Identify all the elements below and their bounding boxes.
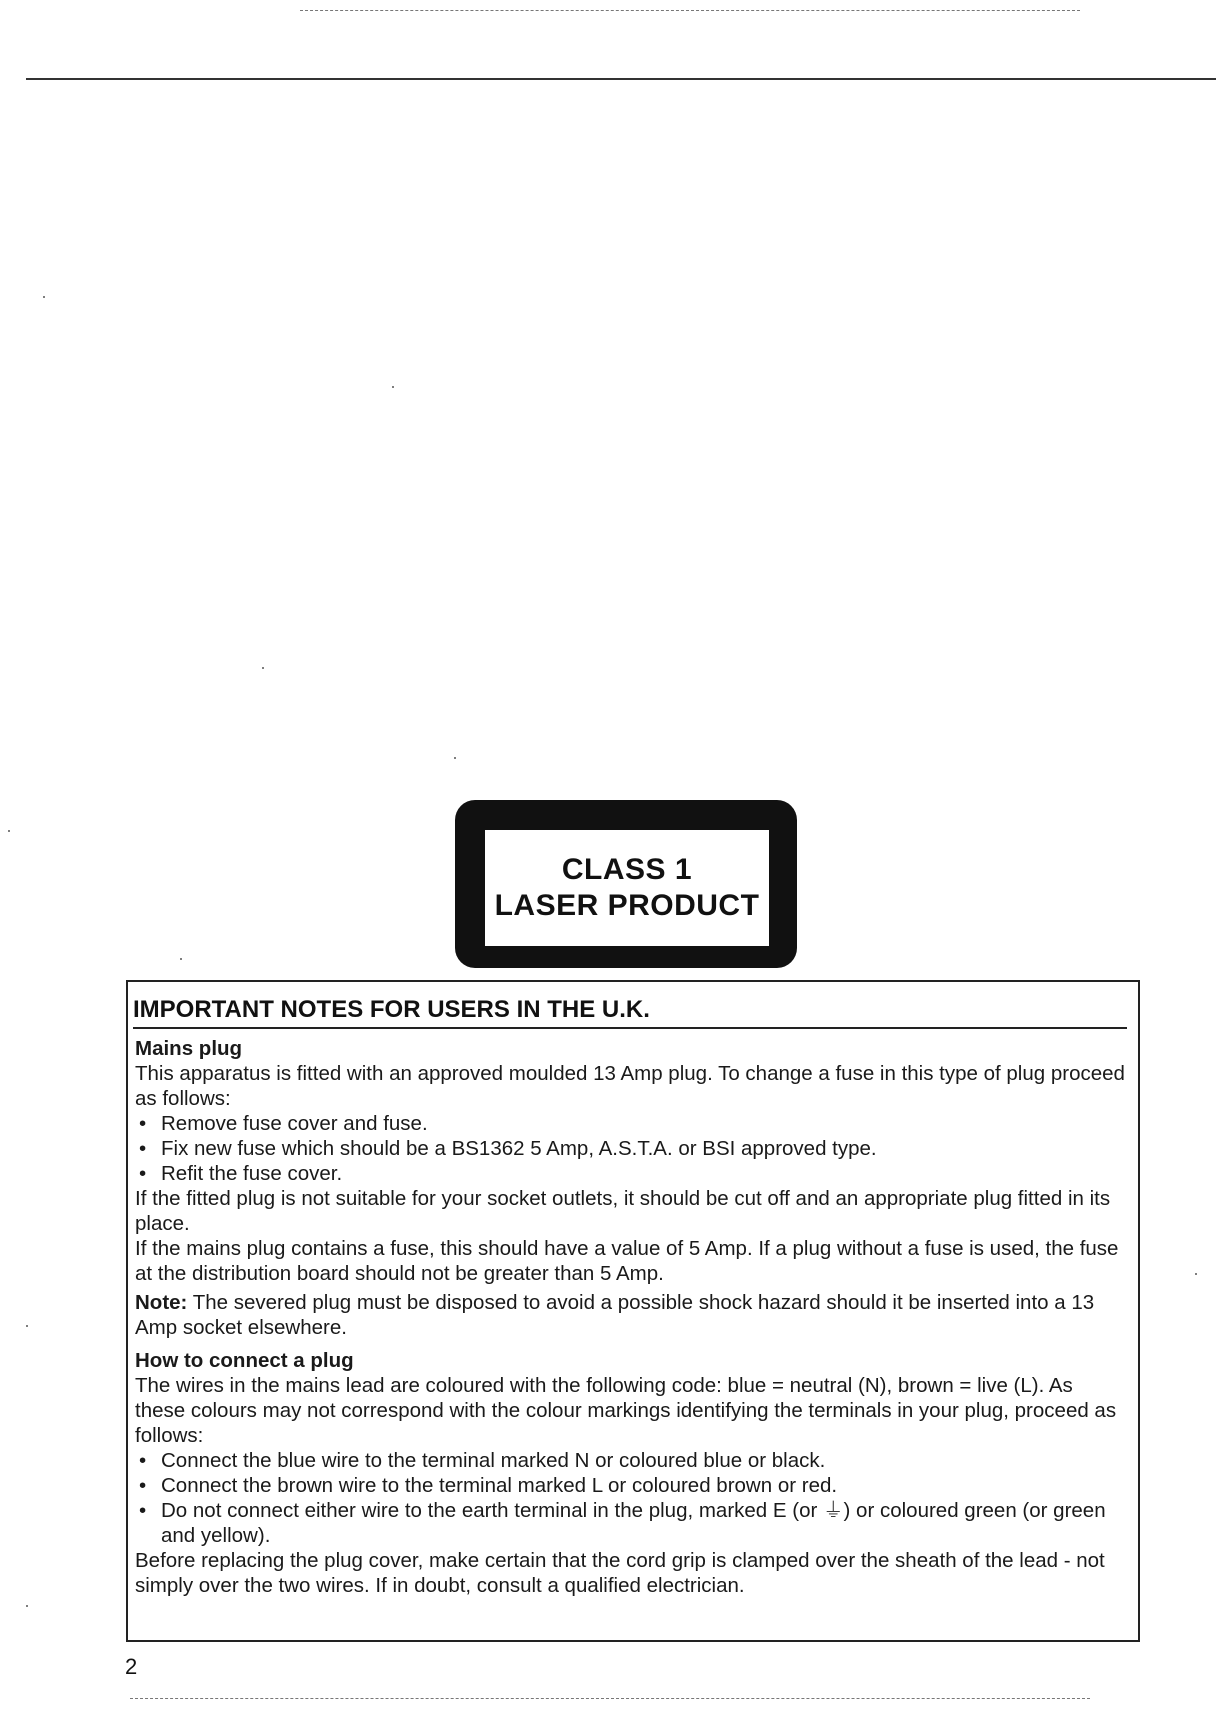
mains-plug-heading: Mains plug [135,1037,243,1060]
wiring-steps-list [135,1448,1125,1548]
fuse-steps-list [135,1111,1125,1186]
scan-edge-bottom [130,1698,1090,1699]
laser-label-panel [485,830,769,946]
connect-plug-heading: How to connect a plug [135,1349,354,1372]
plug-replacement-paragraph: If the fitted plug is not suitable for your socket outlets, it should be cut off and an appropriate plug fitted in its place. [135,1187,1111,1235]
scan-speck [392,386,394,388]
scan-speck [43,296,45,298]
laser-label-product: LASER PRODUCT [494,889,760,922]
scan-speck [262,667,264,669]
note-paragraph [135,1290,1125,1340]
mains-plug-intro: This apparatus is fitted with an approved moulded 13 Amp plug. To change a fuse in this type of plug proceed as follows: [135,1062,1125,1110]
list-item: • Connect the blue wire to the terminal marked N or coloured blue or black. [135,1448,1125,1473]
list-item: • Remove fuse cover and fuse. [135,1111,1125,1136]
scan-speck [454,757,456,759]
page-number: 2 [125,1654,138,1679]
list-item: • Fix new fuse which should be a BS1362 5 Amp, A.S.T.A. or BSI approved type. [135,1136,1125,1161]
list-item: • Refit the fuse cover. [135,1161,1125,1186]
scan-speck [1195,1273,1197,1275]
list-item: • Do not connect either wire to the earth terminal in the plug, marked E (or ⏚) or coloured green (or green and yellow). [135,1498,1125,1548]
header-rule [26,78,1216,80]
list-item: • Connect the brown wire to the terminal marked L or coloured brown or red. [135,1473,1125,1498]
laser-label-class: CLASS 1 [561,853,693,886]
scan-speck [26,1325,28,1327]
scan-speck [26,1605,28,1607]
fuse-value-paragraph: If the mains plug contains a fuse, this should have a value of 5 Amp. If a plug without a fuse is used, the fuse at the distribution board should not be greater than 5 Amp. [135,1237,1119,1285]
laser-class-label [455,800,797,968]
note-text: The severed plug must be disposed to avoid a possible shock hazard should it be inserted into a 13 Amp socket elsewhere. [135,1291,1095,1339]
scan-speck [180,958,182,960]
notes-title: IMPORTANT NOTES FOR USERS IN THE U.K. [133,995,1127,1029]
scan-edge-top [300,10,1080,11]
scan-speck [8,830,10,832]
wire-colour-intro: The wires in the mains lead are coloured with the following code: blue = neutral (N), brown = live (L). As these colours may not correspond with the colour markings identifying the terminals in your plug, proceed as follows: [135,1374,1117,1447]
note-label: Note: [135,1291,188,1314]
closing-paragraph: Before replacing the plug cover, make certain that the cord grip is clamped over the sheath of the lead - not simply over the two wires. If in doubt, consult a qualified electrician. [135,1549,1105,1597]
notes-content [135,1036,1125,1598]
